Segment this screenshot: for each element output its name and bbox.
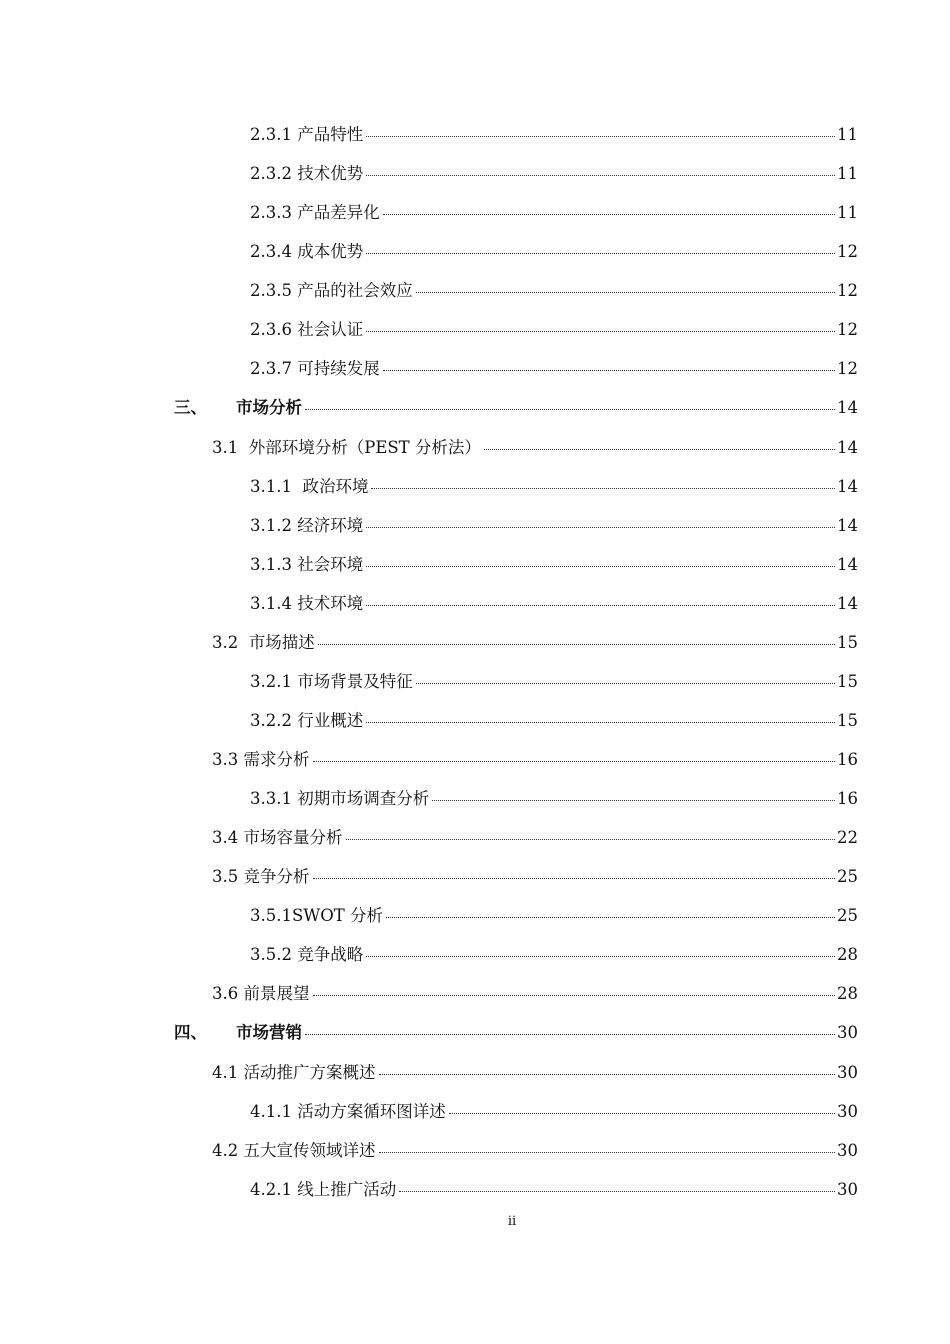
toc-entry-line [212, 434, 858, 458]
toc-entry-title: 3.1.2 经济环境 [250, 515, 364, 535]
page-number: ii [507, 1214, 517, 1229]
dot-leader [318, 644, 835, 645]
toc-entry-title: 3.5.2 竞争战略 [250, 945, 364, 965]
toc-entry-line [250, 238, 858, 262]
toc-entry[interactable] [0, 933, 950, 972]
dot-leader [305, 1034, 835, 1035]
dot-leader [366, 175, 835, 176]
dot-leader [416, 683, 835, 684]
toc-entry-line [250, 512, 858, 536]
toc-entry-title: 2.3.2 技术优势 [250, 164, 364, 184]
toc-entry[interactable] [0, 230, 950, 269]
dot-leader [366, 722, 835, 723]
toc-entry[interactable] [0, 347, 950, 386]
toc-entry[interactable] [0, 1090, 950, 1129]
dot-leader [313, 995, 836, 996]
toc-entry-page: 15 [837, 632, 858, 652]
toc-entry[interactable] [0, 191, 950, 230]
toc-entry-page: 14 [837, 554, 858, 574]
toc-entry-line [250, 1098, 858, 1122]
toc-entry-title: 3.6 前景展望 [212, 984, 310, 1004]
toc-entry[interactable] [0, 1129, 950, 1168]
toc-entry-line [212, 629, 858, 653]
toc-entry-title: 2.3.3 产品差异化 [250, 203, 380, 223]
toc-entry[interactable] [0, 660, 950, 699]
dot-leader [383, 214, 835, 215]
toc-entry-page: 11 [837, 125, 858, 144]
toc-entry-page: 30 [837, 1179, 858, 1199]
dot-leader [305, 409, 835, 410]
toc-entry-page: 12 [837, 242, 858, 262]
toc-entry-line [212, 863, 858, 887]
toc-entry[interactable] [0, 894, 950, 933]
toc-entry-line [250, 199, 858, 223]
toc-entry-title: 市场分析 [236, 398, 302, 418]
toc-chapter-number: 四、 [174, 1023, 207, 1043]
toc-entry-line [250, 668, 858, 692]
toc-entry-title: 4.1.1 活动方案循环图详述 [250, 1101, 446, 1121]
toc-entry-title: 3.3.1 初期市场调查分析 [250, 789, 430, 809]
toc-entry-line [212, 980, 858, 1004]
toc-entry[interactable] [0, 816, 950, 855]
toc-entry[interactable] [0, 699, 950, 738]
toc-entry[interactable] [0, 1168, 950, 1207]
dot-leader [366, 605, 835, 606]
toc-entry-line [250, 551, 858, 575]
toc-entry[interactable] [0, 738, 950, 777]
dot-leader [366, 331, 835, 332]
dot-leader [366, 136, 835, 137]
toc-entry[interactable] [0, 621, 950, 660]
toc-chapter-number: 三、 [174, 398, 207, 418]
toc-entry[interactable] [0, 504, 950, 543]
toc-entry-page: 28 [837, 945, 858, 965]
toc-entry[interactable] [0, 543, 950, 582]
toc-entry-page: 11 [837, 164, 858, 184]
toc-entry-title: 3.1.1 政治环境 [250, 476, 369, 496]
toc-entry-line [250, 707, 858, 731]
toc-entry-line [250, 121, 858, 145]
toc-entry-line [250, 902, 858, 926]
toc-entry-title: 3.5.1SWOT 分析 [250, 906, 384, 926]
dot-leader [399, 1191, 835, 1192]
dot-leader [366, 566, 835, 567]
toc-entry-title: 2.3.7 可持续发展 [250, 359, 380, 379]
toc-entry-page: 22 [837, 828, 858, 848]
toc-entry-title: 3.4 市场容量分析 [212, 828, 343, 848]
dot-leader [449, 1113, 835, 1114]
dot-leader [432, 800, 835, 801]
toc-entry-title: 3.2.1 市场背景及特征 [250, 671, 413, 691]
toc-entry[interactable] [0, 113, 950, 152]
toc-entry-title: 3.1.3 社会环境 [250, 554, 364, 574]
toc-entry-page: 15 [837, 671, 858, 691]
dot-leader [371, 488, 835, 489]
dot-leader [346, 839, 836, 840]
dot-leader [484, 449, 835, 450]
toc-entry[interactable] [0, 152, 950, 191]
dot-leader [379, 1074, 836, 1075]
toc-entry-page: 14 [837, 593, 858, 613]
toc-entry-title: 3.3 需求分析 [212, 750, 310, 769]
toc-entry[interactable] [0, 582, 950, 621]
toc-entry-title: 3.2.2 行业概述 [250, 710, 364, 730]
toc-entry-title: 3.2 市场描述 [212, 632, 315, 652]
toc-entry[interactable] [0, 1011, 950, 1050]
toc-entry-page: 12 [837, 359, 858, 379]
toc-entry-title: 3.1 外部环境分析（PEST 分析法） [212, 437, 481, 457]
toc-entry-line [212, 1137, 858, 1161]
toc-entry[interactable] [0, 777, 950, 816]
toc-entry-page: 25 [837, 906, 858, 926]
toc-entry-page: 14 [837, 515, 858, 535]
dot-leader [383, 370, 835, 371]
toc-entry-page: 14 [837, 398, 858, 418]
table-of-contents [0, 113, 950, 1207]
toc-entry-line [174, 394, 858, 418]
toc-entry-page: 15 [837, 710, 858, 730]
toc-entry-line [212, 746, 858, 770]
toc-entry-title: 3.5 竞争分析 [212, 867, 310, 887]
dot-leader [313, 878, 836, 879]
toc-entry-title: 2.3.4 成本优势 [250, 242, 364, 262]
toc-entry-line [250, 941, 858, 965]
toc-entry[interactable] [0, 972, 950, 1011]
dot-leader [416, 292, 835, 293]
toc-entry[interactable] [0, 386, 950, 425]
toc-entry[interactable] [0, 855, 950, 894]
toc-entry-line [250, 277, 858, 301]
toc-entry[interactable] [0, 1051, 950, 1090]
dot-leader [313, 761, 836, 762]
dot-leader [386, 917, 835, 918]
toc-entry-title: 2.3.1 产品特性 [250, 125, 364, 144]
page-footer [0, 1214, 950, 1229]
dot-leader [366, 253, 835, 254]
toc-entry-page: 14 [837, 476, 858, 496]
toc-entry-page: 30 [837, 1101, 858, 1121]
toc-entry-line [250, 160, 858, 184]
toc-entry-line [250, 1176, 858, 1200]
toc-entry[interactable] [0, 465, 950, 504]
toc-entry-title: 市场营销 [236, 1023, 302, 1043]
toc-entry-title: 4.1 活动推广方案概述 [212, 1062, 376, 1082]
toc-entry-page: 11 [837, 203, 858, 223]
toc-entry-page: 30 [837, 1140, 858, 1160]
toc-entry-line [212, 824, 858, 848]
toc-entry-line [174, 1019, 858, 1043]
toc-entry-page: 14 [837, 437, 858, 457]
toc-entry-line [250, 473, 858, 497]
toc-entry-line [250, 355, 858, 379]
toc-entry-title: 4.2.1 线上推广活动 [250, 1179, 397, 1199]
toc-entry-title: 2.3.6 社会认证 [250, 320, 364, 340]
toc-entry-page: 12 [837, 320, 858, 340]
toc-entry-title: 2.3.5 产品的社会效应 [250, 281, 413, 301]
toc-entry-line [250, 590, 858, 614]
toc-entry-line [250, 785, 858, 809]
toc-entry-title: 3.1.4 技术环境 [250, 593, 364, 613]
toc-entry-line [212, 1059, 858, 1083]
toc-entry-page: 30 [837, 1023, 858, 1043]
dot-leader [379, 1152, 836, 1153]
toc-entry[interactable] [0, 426, 950, 465]
toc-entry-line [250, 316, 858, 340]
toc-entry-page: 30 [837, 1062, 858, 1082]
toc-entry-page: 28 [837, 984, 858, 1004]
toc-entry-title: 4.2 五大宣传领域详述 [212, 1140, 376, 1160]
dot-leader [366, 956, 835, 957]
toc-entry-page: 25 [837, 867, 858, 887]
toc-entry[interactable] [0, 269, 950, 308]
toc-entry-page: 16 [837, 789, 858, 809]
toc-entry-page: 16 [837, 750, 858, 769]
dot-leader [366, 527, 835, 528]
toc-entry-page: 12 [837, 281, 858, 301]
toc-entry[interactable] [0, 308, 950, 347]
